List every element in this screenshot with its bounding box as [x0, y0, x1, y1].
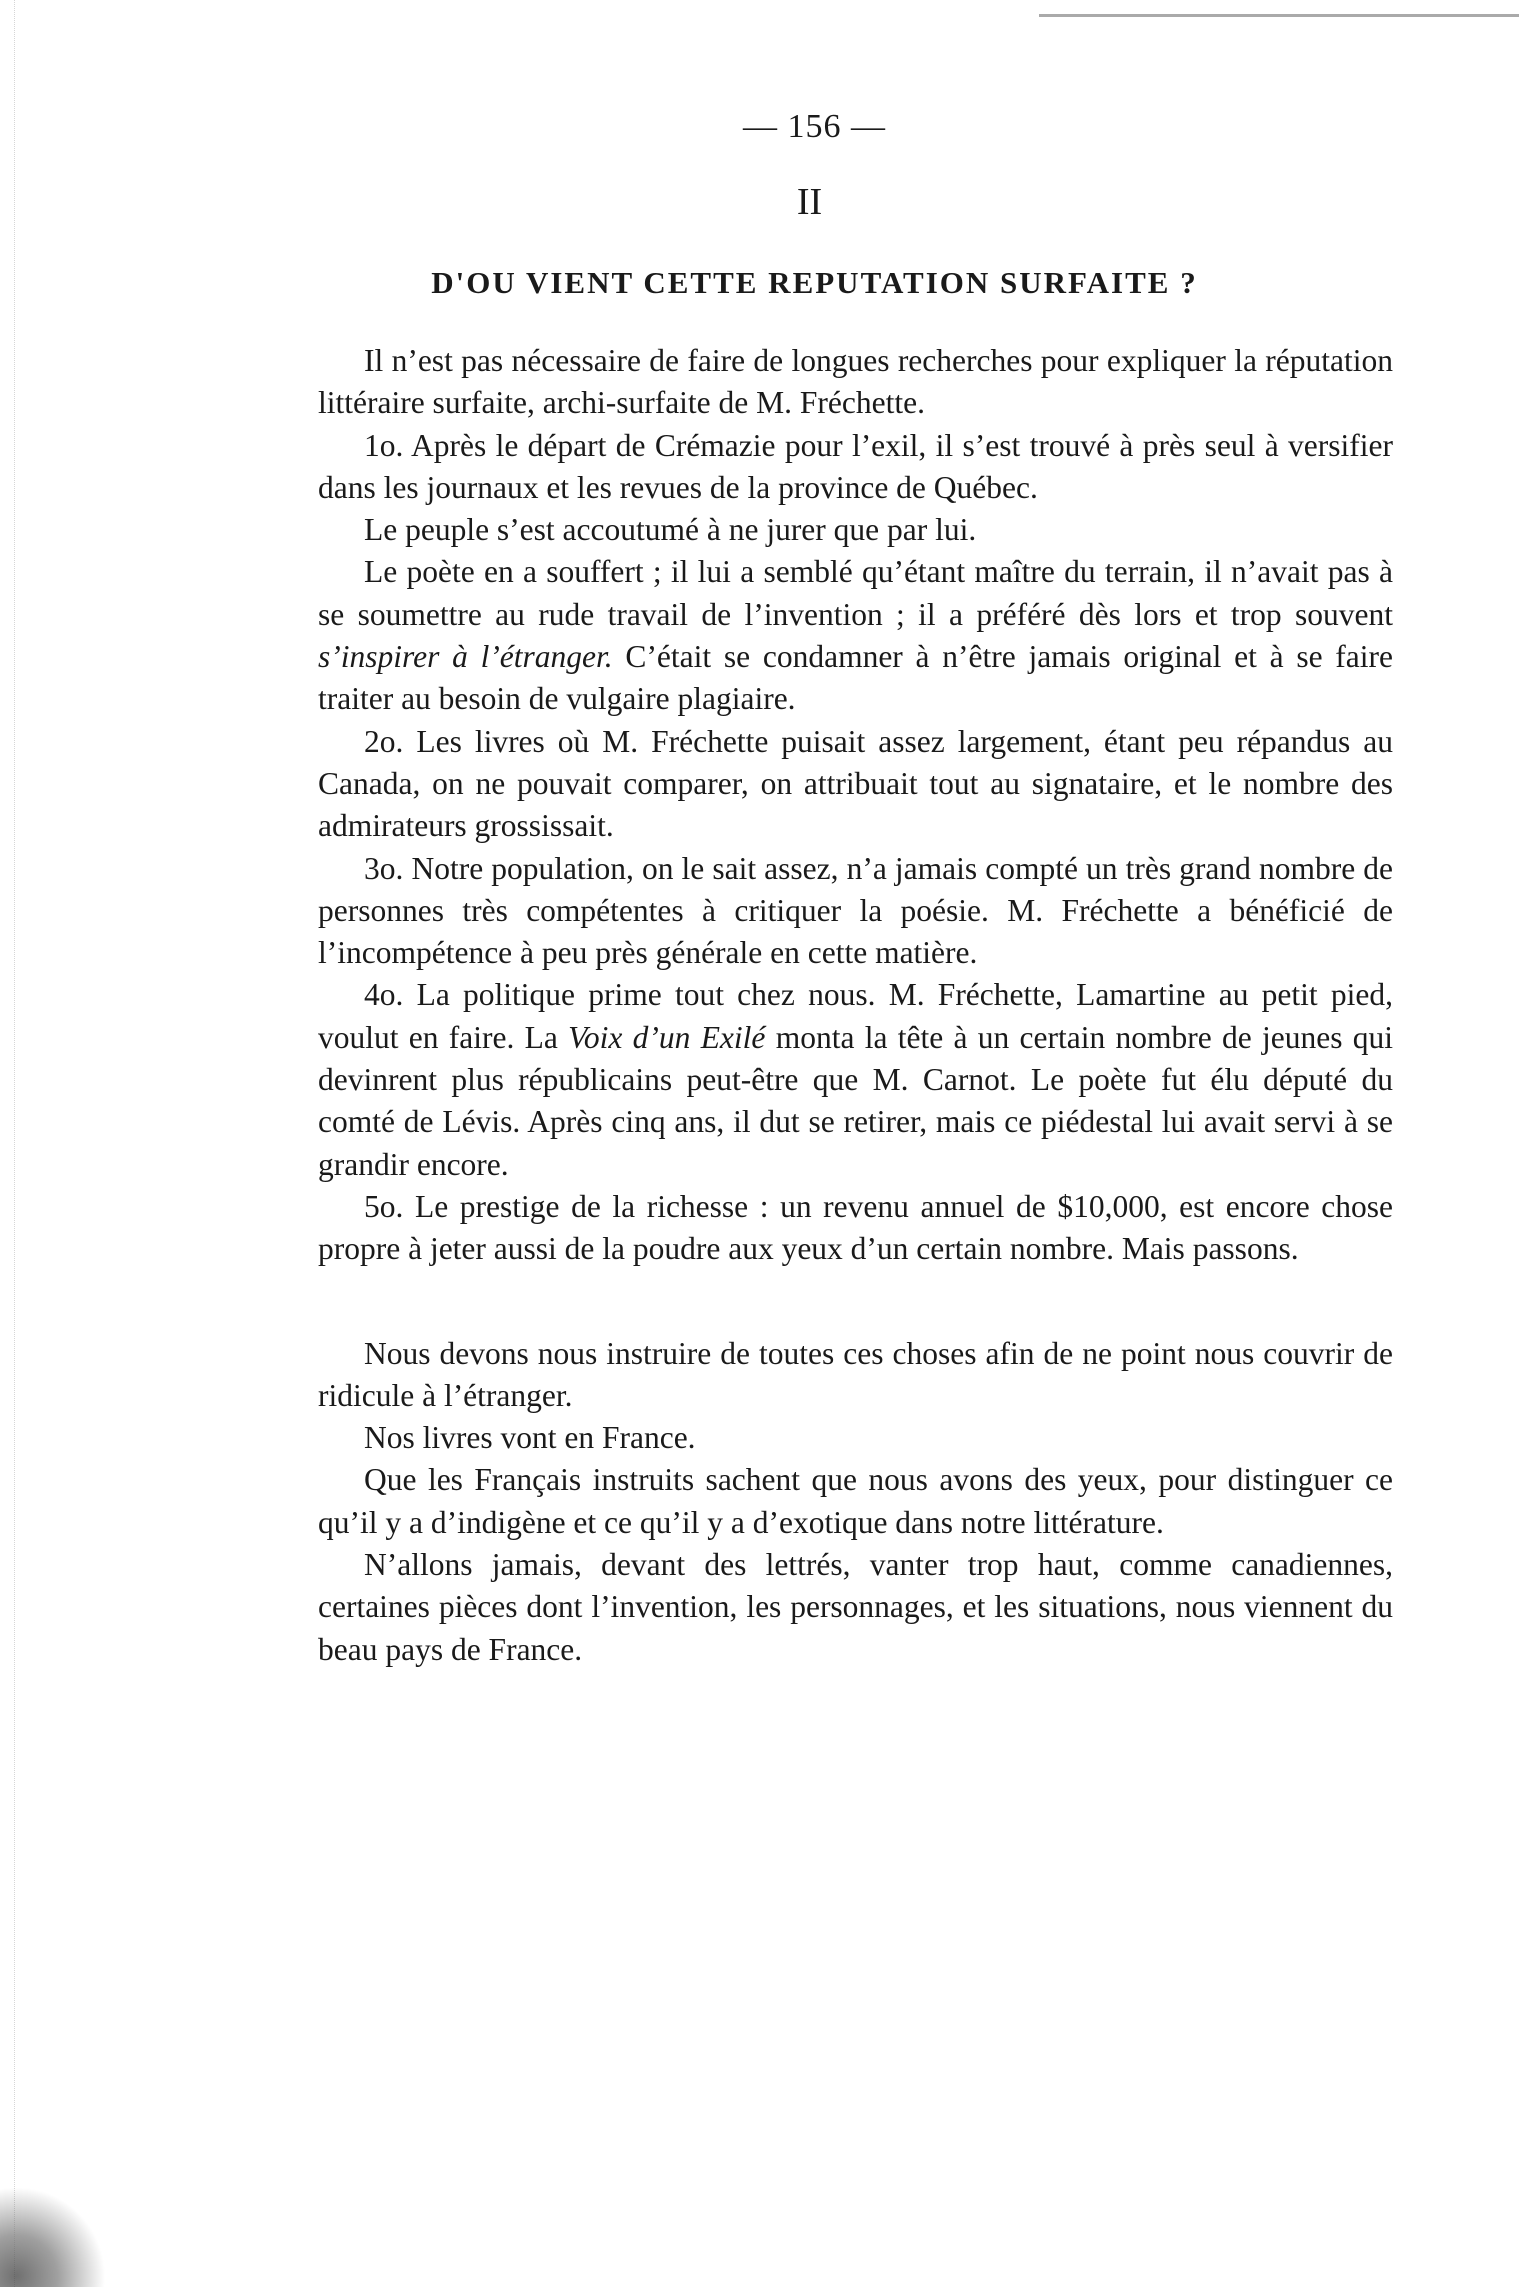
scan-smudge [0, 2177, 110, 2287]
scan-edge-top [1039, 0, 1519, 17]
body-text [318, 340, 1393, 1671]
paragraph-text: Le poète en a souffert ; il lui a semblé qu’étant maître du terrain, il n’avait pas à se soumettre au rude travail de l’invention ; il a préféré dès lors et trop souvent [318, 554, 1393, 632]
italic-phrase: s’inspirer à l’étranger. [318, 639, 613, 675]
paragraph-point-2: 2o. Les livres où M. Fréchette puisait assez largement, étant peu répandus au Canada, on ne pouvait comparer, on attribuait tout au signataire, et le nombre des admirateurs grossissait. [318, 723, 1393, 844]
page-number: — 156 — [743, 108, 886, 145]
paragraph-closing: N’allons jamais, devant des lettrés, vanter trop haut, comme canadiennes, certaines pièces dont l’invention, les personnages, et les situations, nous viennent du beau pays de France. [318, 1547, 1393, 1667]
paragraph-poet-suffered [318, 551, 1393, 720]
paragraph-point-1: 1o. Après le départ de Crémazie pour l’exil, il s’est trouvé à près seul à versifier dans les journaux et les revues de la province de Québec. [318, 427, 1393, 505]
paragraph-instruct: Nous devons nous instruire de toutes ces choses afin de ne point nous couvrir de ridicule à l’étranger. [318, 1335, 1393, 1413]
paragraph-point-3: 3o. Notre population, on le sait assez, n’a jamais compté un très grand nombre de personnes très compétentes à critiquer la poésie. M. Fréchette a bénéficié de l’incompétence à peu près générale en cette matière. [318, 850, 1393, 971]
paragraph-point-5: 5o. Le prestige de la richesse : un revenu annuel de $10,000, est encore chose propre à jeter aussi de la poudre aux yeux d’un certain nombre. Mais passons. [318, 1188, 1393, 1267]
italic-title: Voix d’un Exilé [568, 1019, 766, 1055]
scan-edge-left [0, 0, 15, 2287]
paragraph-point-4 [318, 974, 1393, 1185]
paragraph-french-readers: Que les Français instruits sachent que nous avons des yeux, pour distinguer ce qu’il y a d’indigène et ce qu’il y a d’exotique dans notre littérature. [318, 1462, 1393, 1540]
chapter-number: II [796, 181, 823, 223]
paragraph-text: monta la tête à un certain nombre de jeunes qui devinrent plus républicains peut-être que M. Carnot. Le poète fut élu député du comté de Lévis. Après cinq ans, il dut se retirer, mais ce piédestal lui avait servi à se grandir encore. [318, 1019, 1393, 1182]
paragraph-people: Le peuple s’est accoutumé à ne jurer que par lui. [364, 512, 977, 548]
paragraph-books-france: Nos livres vont en France. [364, 1420, 696, 1456]
paragraph-intro: Il n’est pas nécessaire de faire de longues recherches pour expliquer la réputation littéraire surfaite, archi-surfaite de M. Fréchette. [318, 343, 1393, 421]
paragraph-text: C’était se condamner à n’être jamais original et à se faire traiter au besoin de vulgaire plagiaire. [318, 639, 1393, 717]
paragraph-text: 4o. La politique prime tout chez nous. M. Fréchette, Lamartine au petit pied, voulut en faire. La [318, 977, 1393, 1055]
chapter-title: D'OU VIENT CETTE REPUTATION SURFAITE ? [431, 265, 1198, 300]
